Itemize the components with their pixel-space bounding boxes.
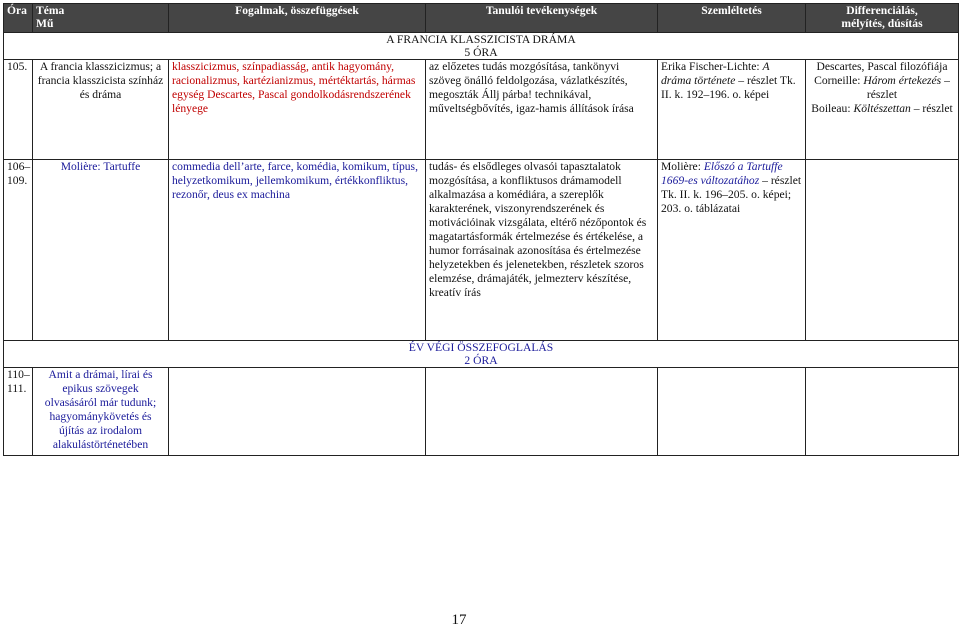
section-heading: A FRANCIA KLASSZICISTA DRÁMA 5 ÓRA bbox=[4, 33, 959, 60]
table-row bbox=[4, 368, 959, 456]
header-szemleltetes: Szemléltetés bbox=[658, 4, 806, 33]
row-fogalmak: klasszicizmus, színpadiasság, antik hagyomány, racionalizmus, kartézianizmus, mértéktartás, hármas egység Descartes, Pascal gondolkodásrendszerének lényege bbox=[169, 60, 426, 160]
row-differencialas bbox=[806, 368, 959, 456]
section-heading-row bbox=[4, 33, 959, 60]
header-ora: Óra bbox=[4, 4, 33, 33]
row-tanuloi: tudás- és elsődleges olvasói tapasztalatok mozgósítása, a konfliktusos drámamodell alkalmazása a komédiára, a szereplők karakterének, viszonyrendszerének és motivációinak vizsgálata, eltérő nézőpontok és magatartásformák értelmezése és értékelése, a humor forrásainak azonosítása és értelmezése helyzetekben és jelenetekben, részletek szoros elemzése, drámajáték, jelmezterv készítése, kreatív írás bbox=[426, 160, 658, 341]
row-szemleltetes bbox=[658, 368, 806, 456]
table-row bbox=[4, 160, 959, 341]
header-row bbox=[4, 4, 959, 33]
page-number: 17 bbox=[451, 612, 467, 628]
row-tanuloi: az előzetes tudás mozgósítása, tankönyvi szöveg önálló feldolgozása, vázlatkészítés, megoszták Állj párba! technikával, műveltségbővítés, igaz-hamis állítások írása bbox=[426, 60, 658, 160]
row-ora: 110–111. bbox=[4, 368, 33, 456]
row-differencialas bbox=[806, 160, 959, 341]
row-tanuloi bbox=[426, 368, 658, 456]
row-tema: A francia klasszicizmus; a francia klasszicista színház és dráma bbox=[33, 60, 169, 160]
row-tema: Amit a drámai, lírai és epikus szövegek olvasásáról már tudunk; hagyománykövetés és újítás az irodalom alakulástörténetében bbox=[33, 368, 169, 456]
header-differencialas: Differenciálás, mélyítés, dúsítás bbox=[806, 4, 959, 33]
row-ora: 106–109. bbox=[4, 160, 33, 341]
row-szemleltetes: Erika Fischer-Lichte: A dráma története – részlet Tk. II. k. 192–196. o. képei bbox=[658, 60, 806, 160]
header-tema: Téma Mű bbox=[33, 4, 169, 33]
header-fogalmak: Fogalmak, összefüggések bbox=[169, 4, 426, 33]
curriculum-table bbox=[3, 3, 959, 456]
row-differencialas: Descartes, Pascal filozófiája Corneille: Három értekezés – részlet Boileau: Költészettan – részlet bbox=[806, 60, 959, 160]
row-szemleltetes: Molière: Előszó a Tartuffe 1669-es változatához – részlet Tk. II. k. 196–205. o. képei; 203. o. táblázatai bbox=[658, 160, 806, 341]
row-fogalmak bbox=[169, 368, 426, 456]
table-row bbox=[4, 60, 959, 160]
row-tema: Molière: Tartuffe bbox=[33, 160, 169, 341]
section-heading: ÉV VÉGI ÖSSZEFOGLALÁS 2 ÓRA bbox=[4, 341, 959, 368]
row-ora: 105. bbox=[4, 60, 33, 160]
row-fogalmak: commedia dell’arte, farce, komédia, komikum, típus, helyzetkomikum, jellemkomikum, értékkonfliktus, rezonőr, deus ex machina bbox=[169, 160, 426, 341]
section-heading-row bbox=[4, 341, 959, 368]
header-tanuloi: Tanulói tevékenységek bbox=[426, 4, 658, 33]
